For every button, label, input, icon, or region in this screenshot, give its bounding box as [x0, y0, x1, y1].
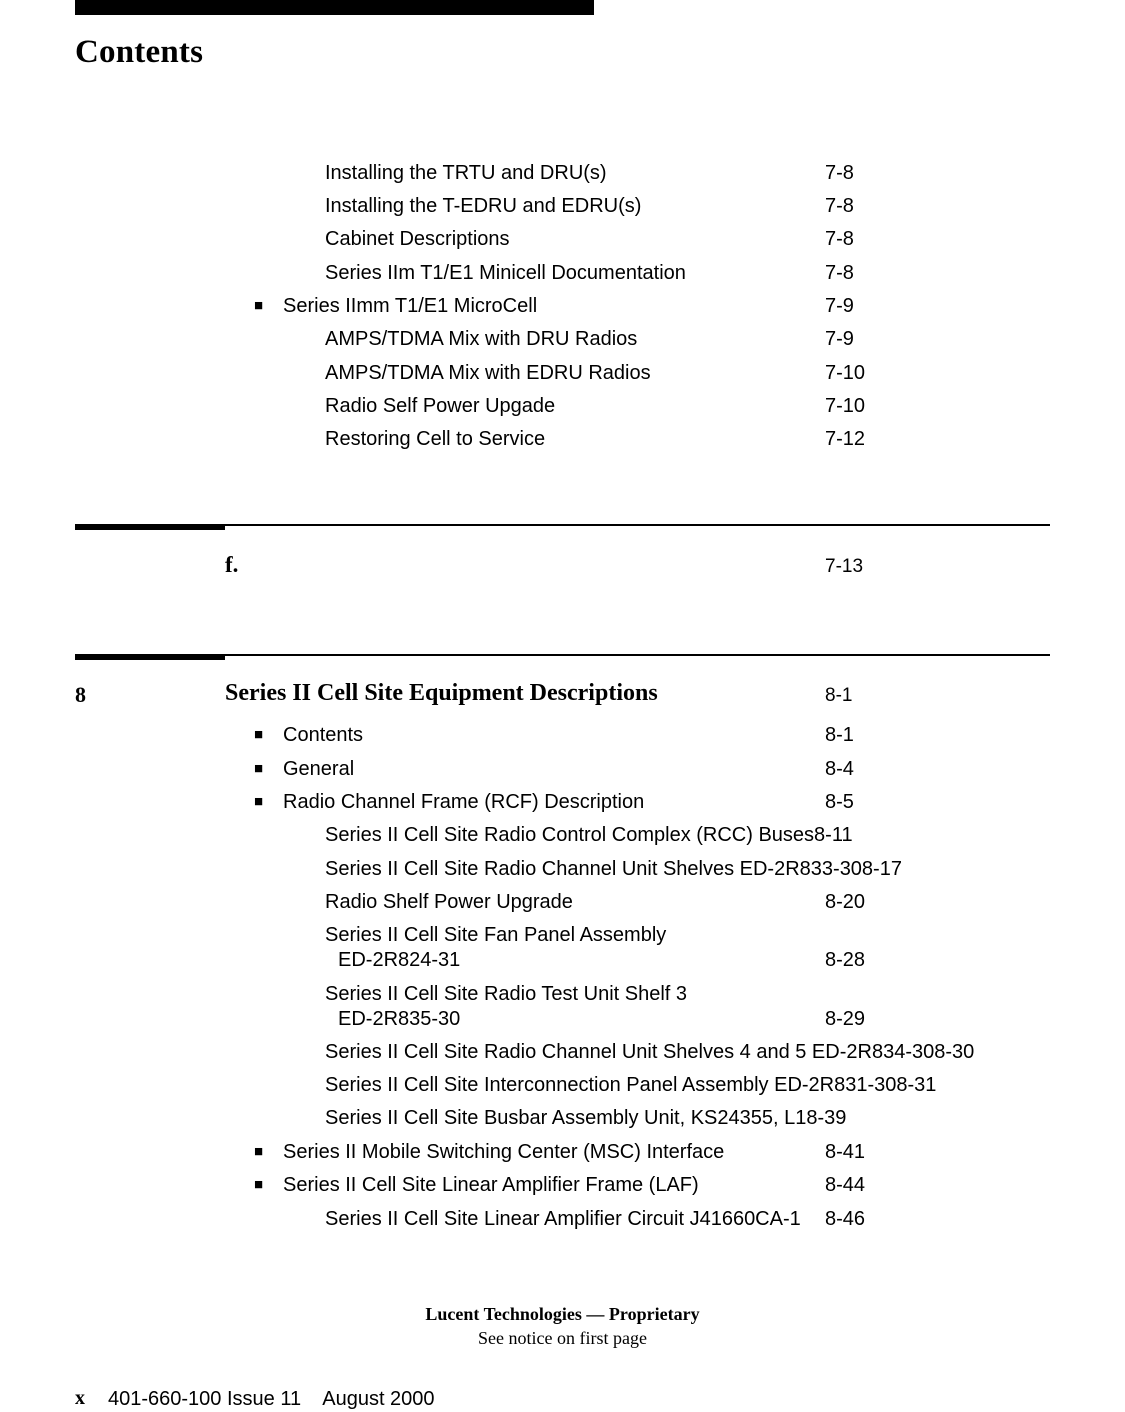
toc-entry[interactable] — [0, 1140, 1125, 1164]
toc-entry[interactable] — [0, 982, 1125, 1032]
toc-entry-page: 8-46 — [825, 1208, 866, 1230]
toc-entry-page: 7-9 — [825, 328, 854, 350]
toc-entry-title: Radio Shelf Power Upgrade — [325, 891, 573, 913]
toc-entry-title: Series II Cell Site Linear Amplifier Frame (LAF) — [283, 1174, 699, 1196]
toc-entry[interactable] — [0, 890, 1125, 914]
toc-entry-title: Series II Cell Site Radio Test Unit Shelf 3 — [325, 983, 688, 1005]
section-f-page: 7-13 — [825, 556, 864, 577]
section-f-title[interactable]: f. — [225, 552, 239, 577]
toc-entry-page: 7-10 — [825, 395, 866, 417]
bullet-icon: ■ — [254, 1143, 264, 1160]
toc-entry[interactable] — [0, 427, 1125, 451]
toc-entry[interactable] — [0, 723, 1125, 747]
bullet-icon: ■ — [254, 726, 264, 743]
toc-entry[interactable] — [0, 1106, 1125, 1130]
toc-entry-page: 8-41 — [825, 1141, 866, 1163]
toc-entry-page: 8-5 — [825, 791, 854, 813]
toc-entry[interactable] — [0, 361, 1125, 385]
toc-entry-title: Series II Cell Site Fan Panel Assembly — [325, 924, 667, 946]
header-bar — [75, 0, 594, 15]
toc-entry-title: Installing the TRTU and DRU(s) — [325, 162, 607, 184]
toc-entry[interactable] — [0, 757, 1125, 781]
toc-entry[interactable] — [0, 327, 1125, 351]
toc-entry-title: Contents — [283, 724, 364, 746]
toc-entry-page: 8-1 — [825, 724, 854, 746]
toc-entry-title: General — [283, 758, 355, 780]
toc-entry-page: 7-12 — [825, 428, 866, 450]
toc-entry-subtitle: ED-2R835-30 — [338, 1008, 461, 1030]
toc-entry[interactable] — [0, 1173, 1125, 1197]
toc-entry-page: 7-10 — [825, 362, 866, 384]
toc-entry-page: 7-9 — [825, 295, 854, 317]
toc-entry-title: Series II Cell Site Radio Channel Unit Shelves 4 and 5 ED-2R834-308-30 — [325, 1041, 975, 1063]
bullet-icon: ■ — [254, 760, 264, 777]
chapter-title[interactable]: Series II Cell Site Equipment Descriptions — [225, 680, 658, 706]
toc-entry-title: Cabinet Descriptions — [325, 228, 510, 250]
footer-page-number: x — [75, 1387, 85, 1409]
toc-entry-page: 7-8 — [825, 162, 854, 184]
toc-entry-title: Series IIm T1/E1 Minicell Documentation — [325, 262, 686, 284]
toc-entry-page: 8-29 — [825, 1008, 866, 1030]
toc-entry-page: 7-8 — [825, 228, 854, 250]
toc-entry-title: Series II Cell Site Busbar Assembly Unit, KS24355, L18-39 — [325, 1107, 847, 1129]
toc-entry[interactable] — [0, 394, 1125, 418]
toc-entry-title: Installing the T-EDRU and EDRU(s) — [325, 195, 642, 217]
toc-entry-page: 7-8 — [825, 195, 854, 217]
toc-entry-page: 7-8 — [825, 262, 854, 284]
toc-entry[interactable] — [0, 790, 1125, 814]
bullet-icon: ■ — [254, 1176, 264, 1193]
section-divider-thick — [75, 524, 225, 530]
section-divider-thin — [225, 524, 1050, 526]
page-title: Contents — [75, 34, 204, 70]
toc-entry-subtitle: ED-2R824-31 — [338, 949, 461, 971]
toc-entry-title: Series II Mobile Switching Center (MSC) Interface — [283, 1141, 725, 1163]
toc-entry[interactable] — [0, 923, 1125, 973]
toc-entry-title: Radio Channel Frame (RCF) Description — [283, 791, 645, 813]
toc-entry[interactable] — [0, 161, 1125, 185]
toc-entry-title: Restoring Cell to Service — [325, 428, 546, 450]
toc-entry[interactable] — [0, 857, 1125, 881]
toc-entry-page: 8-4 — [825, 758, 854, 780]
toc-entry[interactable] — [0, 294, 1125, 318]
toc-entry-page: 8-44 — [825, 1174, 866, 1196]
toc-entry[interactable] — [0, 261, 1125, 285]
bullet-icon: ■ — [254, 793, 264, 810]
toc-entry-title: Series II Cell Site Linear Amplifier Circuit J41660CA-1 — [325, 1208, 801, 1230]
toc-entry-title: Series II Cell Site Interconnection Panel Assembly ED-2R831-308-31 — [325, 1074, 937, 1096]
toc-entry-title: AMPS/TDMA Mix with EDRU Radios — [325, 362, 651, 384]
toc-entry-title: Series II Cell Site Radio Control Complex (RCC) Buses8-11 — [325, 824, 853, 846]
toc-entry-title: Radio Self Power Upgade — [325, 395, 556, 417]
chapter-page: 8-1 — [825, 685, 853, 706]
toc-entry-title: Series IImm T1/E1 MicroCell — [283, 295, 538, 317]
bullet-icon: ■ — [254, 297, 264, 314]
footer-notice: See notice on first page — [478, 1328, 647, 1348]
toc-entry-title: AMPS/TDMA Mix with DRU Radios — [325, 328, 638, 350]
toc-entry[interactable] — [0, 194, 1125, 218]
toc-entry-page: 8-20 — [825, 891, 866, 913]
footer-company: Lucent Technologies — Proprietary — [425, 1304, 700, 1324]
chapter-number: 8 — [75, 682, 86, 707]
toc-entry[interactable] — [0, 227, 1125, 251]
toc-entry[interactable] — [0, 1073, 1125, 1097]
section-divider-thin — [225, 654, 1050, 656]
toc-entry-page: 8-28 — [825, 949, 866, 971]
footer-doc-info: 401-660-100 Issue 11 August 2000 — [108, 1388, 435, 1410]
toc-entry[interactable] — [0, 1207, 1125, 1231]
toc-entry[interactable] — [0, 823, 1125, 847]
section-divider-thick — [75, 654, 225, 660]
toc-entry-title: Series II Cell Site Radio Channel Unit Shelves ED-2R833-308-17 — [325, 858, 902, 880]
toc-entry[interactable] — [0, 1040, 1125, 1064]
